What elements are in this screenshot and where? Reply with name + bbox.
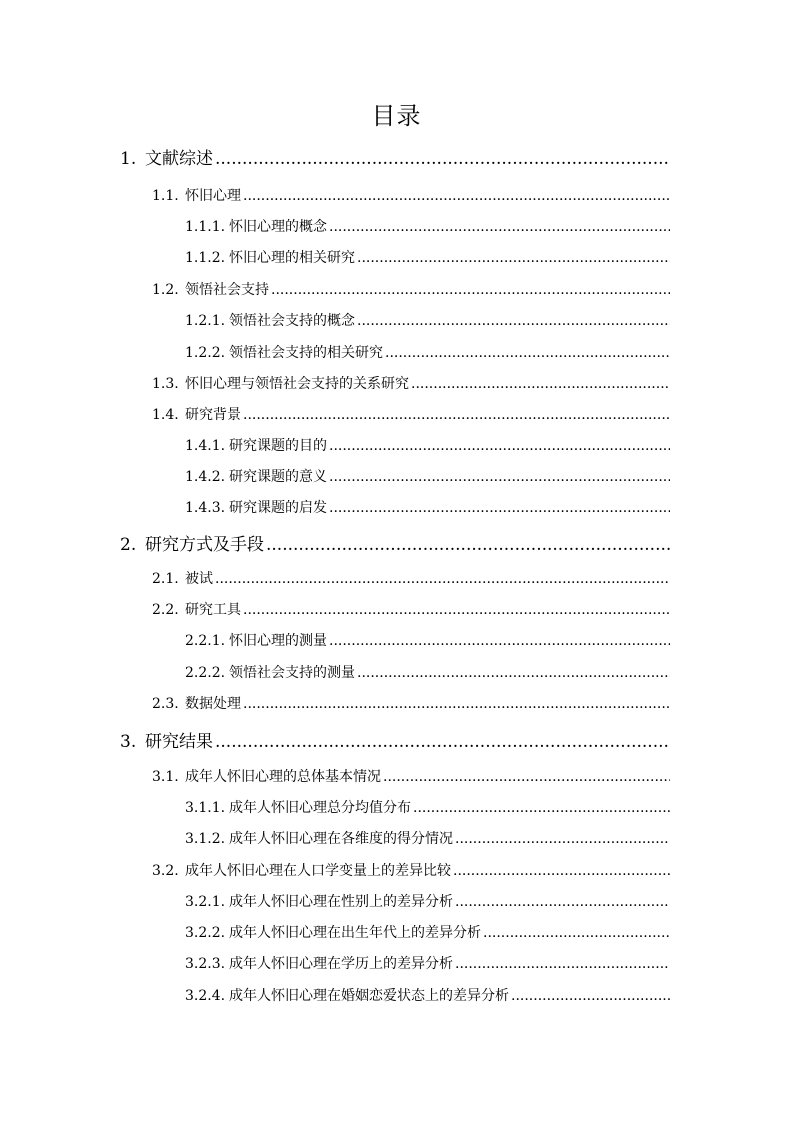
toc-chapter-2[interactable] <box>120 534 670 556</box>
toc-number: 1.1. <box>152 188 179 204</box>
toc-title-text: 领悟社会支持 <box>185 282 269 298</box>
toc-number: 1.4.1. <box>185 438 226 454</box>
toc-title-text: 成年人怀旧心理在性别上的差异分析 <box>229 894 453 910</box>
toc-title-text: 成年人怀旧心理在人口学变量上的差异比较 <box>185 863 451 879</box>
dot-leader <box>329 436 670 456</box>
toc-subsection-2-2-2[interactable] <box>185 663 670 683</box>
toc-number: 3.1.1. <box>185 800 226 816</box>
dot-leader <box>455 954 670 974</box>
dot-leader <box>243 600 670 620</box>
toc-title-text: 成年人怀旧心理在出生年代上的差异分析 <box>229 925 481 941</box>
dot-leader <box>455 892 670 912</box>
toc-title-text: 成年人怀旧心理在学历上的差异分析 <box>229 956 453 972</box>
toc-title-text: 怀旧心理与领悟社会支持的关系研究 <box>185 376 409 392</box>
toc-section-1-4[interactable] <box>152 405 670 425</box>
toc-section-2-3[interactable] <box>152 694 670 714</box>
dot-leader <box>385 343 670 363</box>
toc-number: 2.2.1. <box>185 633 226 649</box>
page-title: 目录 <box>371 102 422 130</box>
toc-title-text: 怀旧心理的概念 <box>229 219 327 235</box>
toc-subsection-3-2-1[interactable] <box>185 892 670 912</box>
toc-number: 1.2. <box>152 282 179 298</box>
toc-number: 3.2.4. <box>185 988 226 1004</box>
toc-subsection-2-2-1[interactable] <box>185 631 670 651</box>
toc-title-text: 领悟社会支持的测量 <box>229 665 355 681</box>
toc-number: 2.3. <box>152 696 179 712</box>
toc-subsection-3-2-3[interactable] <box>185 954 670 974</box>
toc-number: 1.4. <box>152 407 179 423</box>
toc-section-1-3[interactable] <box>152 374 670 394</box>
dot-leader <box>243 186 670 206</box>
toc-section-3-1[interactable] <box>152 767 670 787</box>
toc-title-text: 研究课题的启发 <box>229 500 327 516</box>
dot-leader <box>243 694 670 714</box>
dot-leader <box>413 798 670 818</box>
toc-number: 2.2.2. <box>185 665 226 681</box>
toc-subsection-1-4-1[interactable] <box>185 436 670 456</box>
toc-number: 1.1.1. <box>185 219 226 235</box>
dot-leader <box>243 405 670 425</box>
toc-title-text: 研究课题的意义 <box>229 469 327 485</box>
toc-number: 1.3. <box>152 376 179 392</box>
toc-title-text: 领悟社会支持的相关研究 <box>229 345 383 361</box>
dot-leader <box>329 631 670 651</box>
toc-title-text: 成年人怀旧心理在各维度的得分情况 <box>229 831 453 847</box>
toc-number: 3.1. <box>152 769 179 785</box>
dot-leader <box>453 861 670 881</box>
toc-subsection-3-2-4[interactable] <box>185 986 670 1006</box>
toc-title-text: 成年人怀旧心理在婚姻恋爱状态上的差异分析 <box>229 988 509 1004</box>
dot-leader <box>215 731 670 753</box>
toc-subsection-1-1-2[interactable] <box>185 248 670 268</box>
toc-number: 1.2.1. <box>185 313 226 329</box>
toc-number: 3.2.3. <box>185 956 226 972</box>
dot-leader <box>357 311 670 331</box>
toc-number: 1.2.2. <box>185 345 226 361</box>
toc-section-1-1[interactable] <box>152 186 670 206</box>
toc-subsection-1-1-1[interactable] <box>185 217 670 237</box>
toc-subsection-1-2-1[interactable] <box>185 311 670 331</box>
dot-leader <box>483 923 670 943</box>
dot-leader <box>357 248 670 268</box>
toc-subsection-1-4-2[interactable] <box>185 467 670 487</box>
toc-chapter-3[interactable] <box>120 731 670 753</box>
toc-number: 3. <box>120 732 137 752</box>
toc-number: 2. <box>120 535 137 555</box>
toc-number: 3.1.2. <box>185 831 226 847</box>
toc-title-text: 成年人怀旧心理总分均值分布 <box>229 800 411 816</box>
dot-leader <box>266 534 670 556</box>
toc-number: 3.2.1. <box>185 894 226 910</box>
toc-subsection-3-2-2[interactable] <box>185 923 670 943</box>
toc-chapter-1[interactable] <box>120 148 670 170</box>
toc-title-text: 研究结果 <box>145 732 213 752</box>
dot-leader <box>455 829 670 849</box>
toc-section-2-2[interactable] <box>152 600 670 620</box>
toc-number: 2.1. <box>152 571 179 587</box>
dot-leader <box>215 569 670 589</box>
toc-subsection-3-1-1[interactable] <box>185 798 670 818</box>
toc-subsection-3-1-2[interactable] <box>185 829 670 849</box>
toc-title-text: 领悟社会支持的概念 <box>229 313 355 329</box>
toc-section-3-2[interactable] <box>152 861 670 881</box>
dot-leader <box>357 663 670 683</box>
toc-title-text: 文献综述 <box>145 149 213 169</box>
dot-leader <box>329 467 670 487</box>
toc-title-text: 研究工具 <box>185 602 241 618</box>
toc-title-text: 研究课题的目的 <box>229 438 327 454</box>
toc-title-text: 成年人怀旧心理的总体基本情况 <box>185 769 381 785</box>
dot-leader <box>411 374 670 394</box>
toc-title-text: 怀旧心理的相关研究 <box>229 250 355 266</box>
toc-section-2-1[interactable] <box>152 569 670 589</box>
toc-number: 1.1.2. <box>185 250 226 266</box>
dot-leader <box>383 767 670 787</box>
toc-title-text: 被试 <box>185 571 213 587</box>
toc-number: 1. <box>120 149 137 169</box>
dot-leader <box>511 986 670 1006</box>
dot-leader <box>215 148 670 170</box>
toc-number: 1.4.2. <box>185 469 226 485</box>
toc-title-text: 研究背景 <box>185 407 241 423</box>
dot-leader <box>271 280 670 300</box>
toc-number: 1.4.3. <box>185 500 226 516</box>
toc-number: 3.2. <box>152 863 179 879</box>
toc-title-text: 怀旧心理的测量 <box>229 633 327 649</box>
toc-section-1-2[interactable] <box>152 280 670 300</box>
toc-number: 2.2. <box>152 602 179 618</box>
dot-leader <box>329 498 670 518</box>
toc-title-text: 怀旧心理 <box>185 188 241 204</box>
toc-subsection-1-2-2[interactable] <box>185 343 670 363</box>
toc-subsection-1-4-3[interactable] <box>185 498 670 518</box>
dot-leader <box>329 217 670 237</box>
toc-title-text: 研究方式及手段 <box>145 535 264 555</box>
toc-title-text: 数据处理 <box>185 696 241 712</box>
toc-number: 3.2.2. <box>185 925 226 941</box>
